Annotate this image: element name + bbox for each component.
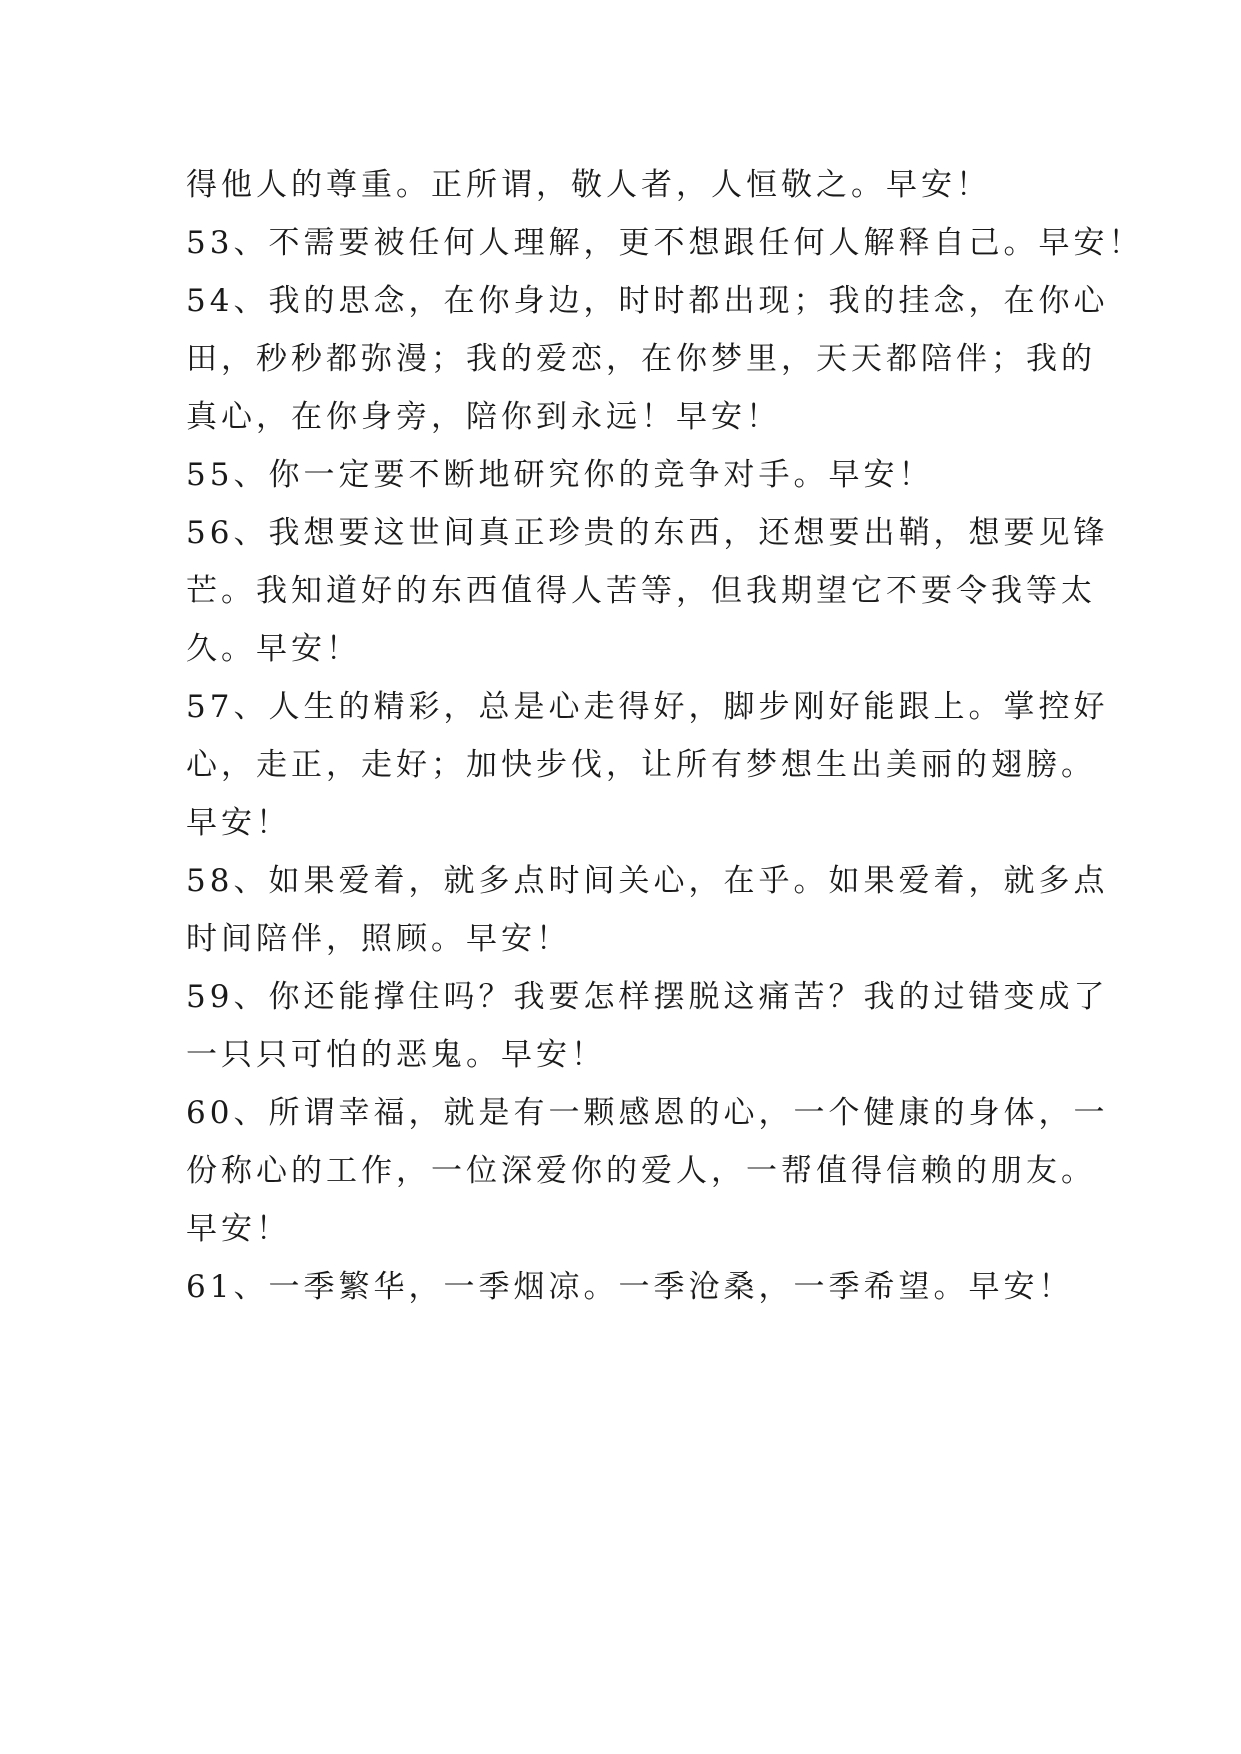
text-line: 56、我想要这世间真正珍贵的东西，还想要出鞘，想要见锋	[186, 515, 1109, 551]
text-line: 久。早安！	[186, 631, 361, 667]
text-line: 61、一季繁华，一季烟凉。一季沧桑，一季希望。早安！	[186, 1269, 1074, 1305]
text-line: 早安！	[186, 805, 291, 841]
text-line: 得他人的尊重。正所谓，敬人者，人恒敬之。早安！	[186, 167, 991, 203]
text-line: 54、我的思念，在你身边，时时都出现；我的挂念，在你心	[186, 283, 1109, 319]
text-line: 59、你还能撑住吗？我要怎样摆脱这痛苦？我的过错变成了	[186, 979, 1109, 1015]
text-line: 心，走正，走好；加快步伐，让所有梦想生出美丽的翅膀。	[186, 747, 1096, 783]
text-line: 60、所谓幸福，就是有一颗感恩的心，一个健康的身体，一	[186, 1095, 1109, 1131]
text-line: 田，秒秒都弥漫；我的爱恋，在你梦里，天天都陪伴；我的	[186, 341, 1096, 377]
text-line: 真心，在你身旁，陪你到永远！早安！	[186, 399, 781, 435]
text-line: 53、不需要被任何人理解，更不想跟任何人解释自己。早安！	[186, 225, 1144, 261]
text-line: 55、你一定要不断地研究你的竞争对手。早安！	[186, 457, 934, 493]
text-line: 一只只可怕的恶鬼。早安！	[186, 1037, 606, 1073]
text-line: 早安！	[186, 1211, 291, 1247]
text-line: 份称心的工作，一位深爱你的爱人，一帮值得信赖的朋友。	[186, 1153, 1096, 1189]
text-line: 58、如果爱着，就多点时间关心，在乎。如果爱着，就多点	[186, 863, 1109, 899]
text-line: 57、人生的精彩，总是心走得好，脚步刚好能跟上。掌控好	[186, 689, 1109, 725]
text-line: 时间陪伴，照顾。早安！	[186, 921, 571, 957]
document-body	[186, 156, 1144, 1316]
text-line: 芒。我知道好的东西值得人苦等，但我期望它不要令我等太	[186, 573, 1096, 609]
